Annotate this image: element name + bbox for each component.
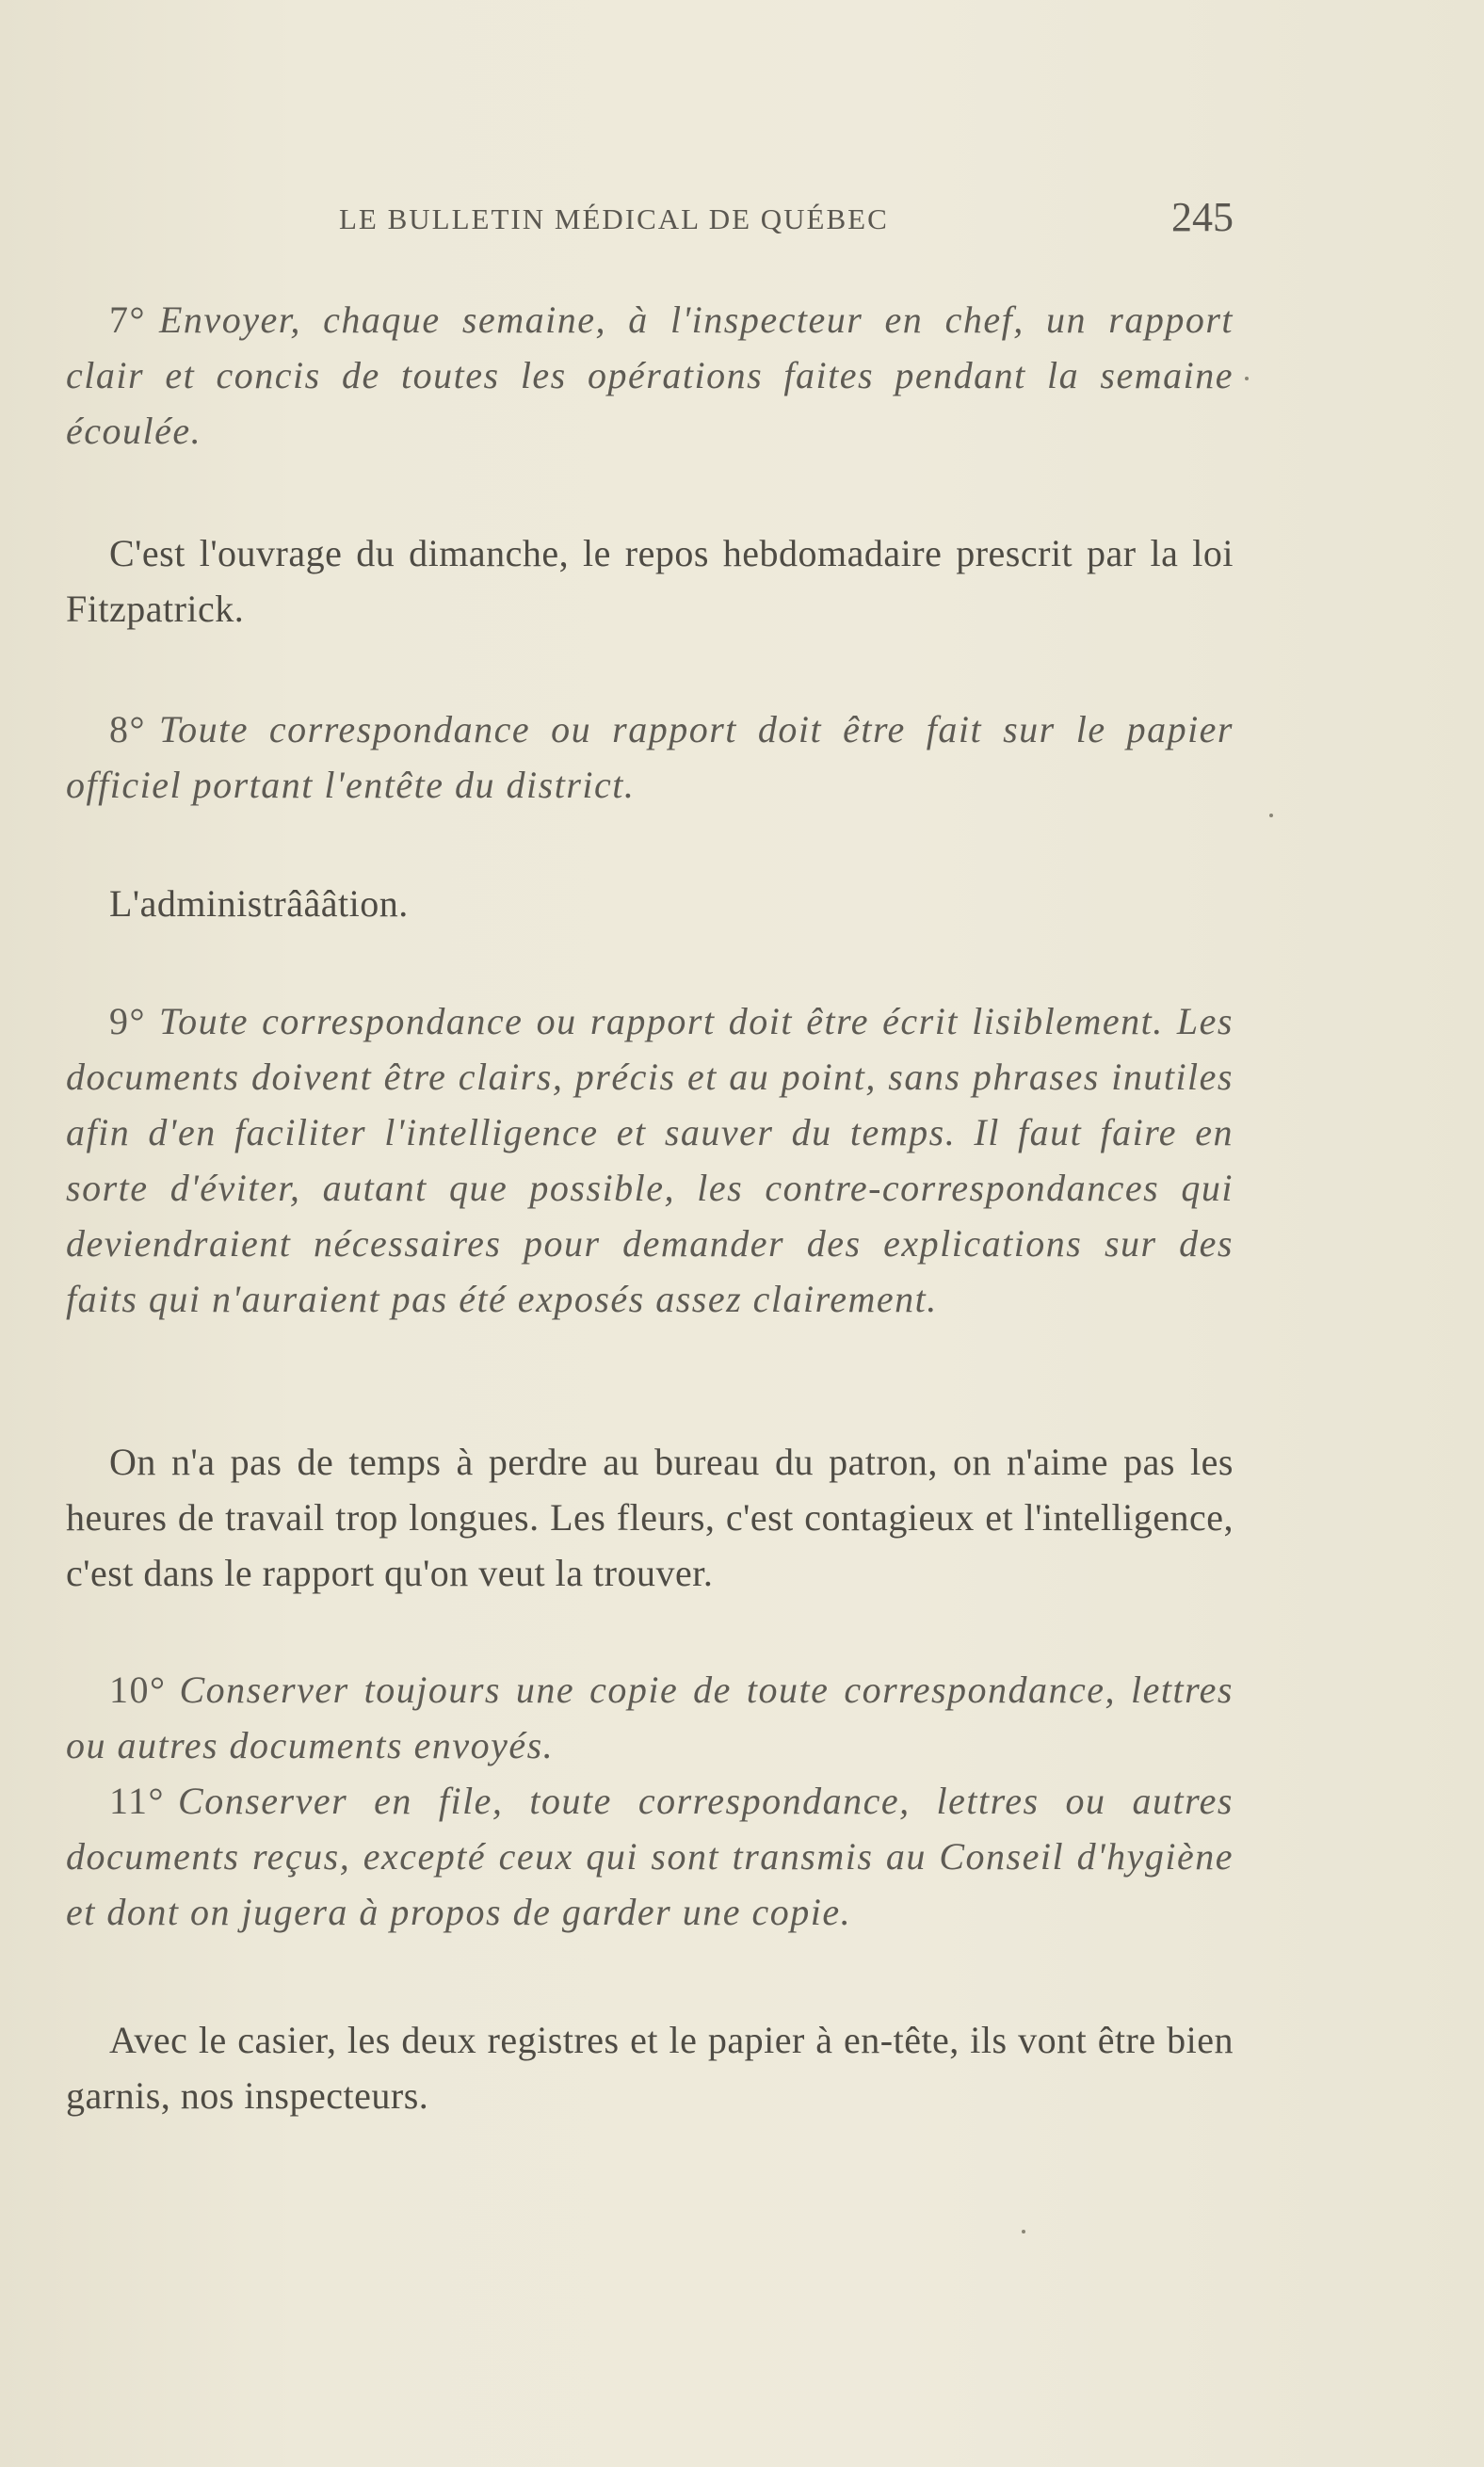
item-number: 8° (109, 708, 146, 750)
commentary-2 (66, 876, 1234, 931)
commentary-text: Avec le casier, les deux registres et le papier à en-tête, ils vont être bien garnis, nos inspecteurs. (66, 2019, 1234, 2117)
page-number: 245 (1171, 194, 1234, 240)
paper-speck (1245, 377, 1249, 380)
instruction-11 (66, 1773, 1234, 1940)
paper-speck (1022, 2230, 1025, 2233)
paper-speck (1269, 814, 1273, 817)
instruction-7 (66, 292, 1234, 459)
instruction-8 (66, 701, 1234, 813)
instruction-text: Toute correspondance ou rapport doit être écrit lisiblement. Les documents doivent être clairs, précis et au point, sans phrases inutiles afin d'en faciliter l'intelligence et sauver du temps. Il faut faire en sorte d'éviter, autant que possible, les contre-correspondances qui deviendraient nécessaires pour demander des explications sur des faits qui n'auraient pas été exposés assez clairement. (66, 1000, 1234, 1320)
commentary-text: L'administrâââtion. (109, 882, 409, 925)
instruction-10 (66, 1662, 1234, 1773)
book-page (66, 0, 1234, 2467)
item-number: 11° (109, 1780, 166, 1822)
instruction-text: Conserver toujours une copie de toute correspondance, lettres ou autres documents envoyés. (66, 1669, 1234, 1766)
commentary-text: On n'a pas de temps à perdre au bureau du patron, on n'aime pas les heures de travail trop longues. Les fleurs, c'est contagieux et l'intelligence, c'est dans le rapport qu'on veut la trouver. (66, 1441, 1234, 1594)
commentary-4 (66, 2012, 1234, 2123)
running-title: LE BULLETIN MÉDICAL DE QUÉBEC (339, 202, 889, 235)
instruction-9 (66, 993, 1234, 1327)
page-header (66, 193, 1234, 250)
item-number: 10° (109, 1669, 167, 1711)
item-number: 7° (109, 298, 146, 341)
instruction-text: Toute correspondance ou rapport doit être fait sur le papier officiel portant l'entête du district. (66, 708, 1234, 806)
commentary-3 (66, 1434, 1234, 1601)
commentary-text: C'est l'ouvrage du dimanche, le repos hebdomadaire prescrit par la loi Fitzpatrick. (66, 532, 1234, 630)
commentary-1 (66, 525, 1234, 637)
instruction-text: Conserver en file, toute correspondance, lettres ou autres documents reçus, excepté ceux qui sont transmis au Conseil d'hygiène et dont on jugera à propos de garder une copie. (66, 1780, 1234, 1933)
instruction-text: Envoyer, chaque semaine, à l'inspecteur en chef, un rapport clair et concis de toutes les opérations faites pendant la semaine écoulée. (66, 298, 1234, 452)
item-number: 9° (109, 1000, 146, 1042)
